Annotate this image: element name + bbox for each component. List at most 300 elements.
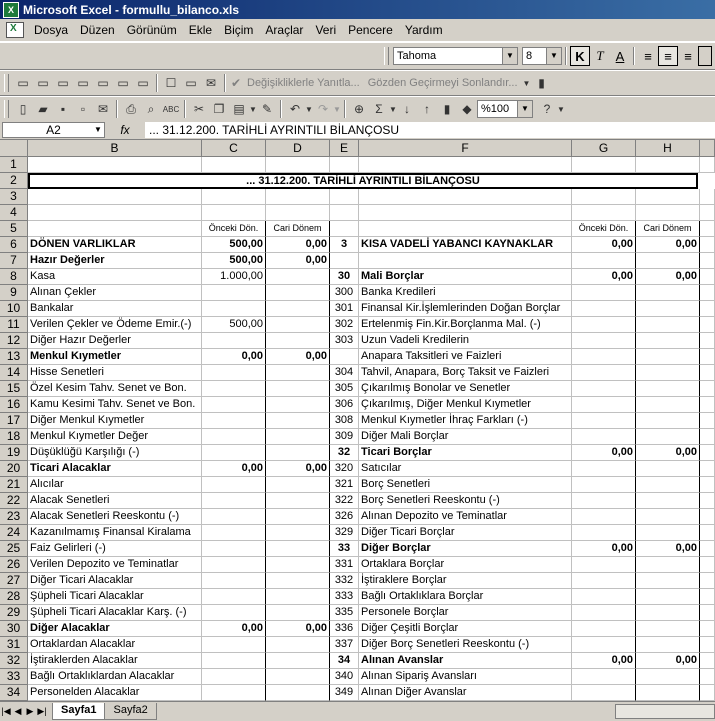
cell-b[interactable]: Ticari Alacaklar xyxy=(28,461,202,477)
cell-h[interactable] xyxy=(636,429,700,445)
row-header[interactable]: 8 xyxy=(0,269,28,285)
font-combo[interactable] xyxy=(393,47,518,65)
cell-i[interactable] xyxy=(700,525,715,541)
zoom-combo[interactable] xyxy=(477,100,533,118)
cell-c[interactable] xyxy=(202,637,266,653)
row-header[interactable]: 26 xyxy=(0,557,28,573)
cell-h[interactable] xyxy=(636,573,700,589)
row-header[interactable]: 25 xyxy=(0,541,28,557)
cell-f[interactable] xyxy=(359,189,572,205)
cell-h[interactable] xyxy=(636,301,700,317)
drawing-icon[interactable]: ◆ xyxy=(462,102,472,116)
cell-h[interactable] xyxy=(636,381,700,397)
new-file-icon[interactable]: ▯ xyxy=(19,102,27,116)
paste-icon[interactable]: ▤ xyxy=(233,102,245,116)
cell-b[interactable]: Şüpheli Ticari Alacaklar xyxy=(28,589,202,605)
cell-d[interactable] xyxy=(266,541,330,557)
cell-g[interactable] xyxy=(572,493,636,509)
cell-f[interactable]: Satıcılar xyxy=(359,461,572,477)
cell-b[interactable]: Kamu Kesimi Tahv. Senet ve Bon. xyxy=(28,397,202,413)
cell-b[interactable]: Düşüklüğü Karşılığı (-) xyxy=(28,445,202,461)
cell-d[interactable]: 0,00 xyxy=(266,253,330,269)
row-header[interactable]: 16 xyxy=(0,397,28,413)
cell-e[interactable]: 336 xyxy=(330,621,359,637)
cell-g[interactable] xyxy=(572,301,636,317)
cell-f[interactable]: Diğer Borç Senetleri Reeskontu (-) xyxy=(359,637,572,653)
row-header[interactable]: 31 xyxy=(0,637,28,653)
cell-b[interactable]: Menkul Kıymetler Değer xyxy=(28,429,202,445)
cell-c[interactable] xyxy=(202,157,266,173)
cell-f[interactable]: Alınan Sipariş Avansları xyxy=(359,669,572,685)
cell-d[interactable] xyxy=(266,189,330,205)
cell-b[interactable]: Diğer Ticari Alacaklar xyxy=(28,573,202,589)
cell-h[interactable] xyxy=(636,589,700,605)
reply-with-changes-button[interactable]: Değişikliklerle Yanıtla... xyxy=(247,77,360,89)
mail-recipient-icon[interactable]: ✉ xyxy=(205,76,217,90)
cell-h[interactable] xyxy=(636,365,700,381)
cell-b[interactable]: Faiz Gelirleri (-) xyxy=(28,541,202,557)
cell-b[interactable]: Verilen Depozito ve Teminatlar xyxy=(28,557,202,573)
cell-e[interactable]: 340 xyxy=(330,669,359,685)
cell-g[interactable] xyxy=(572,477,636,493)
cell-b[interactable]: Şüpheli Ticari Alacaklar Karş. (-) xyxy=(28,605,202,621)
row-header[interactable]: 5 xyxy=(0,221,28,237)
cell-c[interactable] xyxy=(202,477,266,493)
column-header-f[interactable]: F xyxy=(359,140,572,157)
cell-c[interactable] xyxy=(202,381,266,397)
cell-d[interactable]: 0,00 xyxy=(266,237,330,253)
cell-h[interactable] xyxy=(636,205,700,221)
row-header[interactable]: 14 xyxy=(0,365,28,381)
cell-g[interactable] xyxy=(572,189,636,205)
cell-h[interactable] xyxy=(636,461,700,477)
cell-g[interactable] xyxy=(572,637,636,653)
cell-c[interactable] xyxy=(202,557,266,573)
delete-comment-icon[interactable]: ▭ xyxy=(137,76,149,90)
cell-f[interactable]: KISA VADELİ YABANCI KAYNAKLAR xyxy=(359,237,572,253)
bold-icon[interactable]: K xyxy=(570,46,590,66)
cell-f[interactable] xyxy=(359,205,572,221)
cell-i[interactable] xyxy=(700,653,715,669)
chevron-down-icon[interactable]: ▼ xyxy=(546,48,561,64)
cell-i[interactable] xyxy=(700,221,715,237)
cell-h[interactable] xyxy=(636,525,700,541)
cell-e[interactable]: 300 xyxy=(330,285,359,301)
cell-i[interactable] xyxy=(700,301,715,317)
row-header[interactable]: 32 xyxy=(0,653,28,669)
column-header-h[interactable]: H xyxy=(636,140,700,157)
cell-f[interactable]: Diğer Mali Borçlar xyxy=(359,429,572,445)
row-header[interactable]: 2 xyxy=(0,173,28,189)
sheet-tab-sayfa1[interactable]: Sayfa1 xyxy=(52,703,105,720)
show-comment-icon[interactable]: ▭ xyxy=(97,76,109,90)
cell-i[interactable] xyxy=(700,205,715,221)
menu-format[interactable]: Biçim xyxy=(224,23,254,37)
chevron-down-icon[interactable]: ▼ xyxy=(333,104,341,114)
cell-c[interactable]: Önceki Dön. xyxy=(202,221,266,237)
cell-i[interactable] xyxy=(700,605,715,621)
cell-g[interactable] xyxy=(572,349,636,365)
cell-c[interactable] xyxy=(202,429,266,445)
cell-e[interactable]: 321 xyxy=(330,477,359,493)
sort-ascending-icon[interactable]: ↓ xyxy=(404,102,410,116)
cell-i[interactable] xyxy=(700,621,715,637)
toolbar-grip[interactable] xyxy=(384,47,389,65)
cell-f[interactable]: Personele Borçlar xyxy=(359,605,572,621)
cell-d[interactable] xyxy=(266,685,330,701)
menu-window[interactable]: Pencere xyxy=(348,23,393,37)
row-header[interactable]: 6 xyxy=(0,237,28,253)
chevron-down-icon[interactable]: ▼ xyxy=(305,104,313,114)
row-header[interactable]: 4 xyxy=(0,205,28,221)
excel-app-icon[interactable]: X xyxy=(3,2,19,18)
cell-d[interactable] xyxy=(266,157,330,173)
cell-e[interactable]: 331 xyxy=(330,557,359,573)
cell-d[interactable] xyxy=(266,285,330,301)
cell-f[interactable]: Mali Borçlar xyxy=(359,269,572,285)
cell-i[interactable] xyxy=(700,349,715,365)
cell-e[interactable] xyxy=(330,205,359,221)
cell-c[interactable] xyxy=(202,573,266,589)
row-header[interactable]: 15 xyxy=(0,381,28,397)
cell-b[interactable]: Diğer Hazır Değerler xyxy=(28,333,202,349)
cell-b[interactable]: Hisse Senetleri xyxy=(28,365,202,381)
cell-i[interactable] xyxy=(700,237,715,253)
cell-i[interactable] xyxy=(700,397,715,413)
chevron-down-icon[interactable]: ▼ xyxy=(389,104,397,114)
cell-i[interactable] xyxy=(700,253,715,269)
cell-h[interactable]: 0,00 xyxy=(636,269,700,285)
cell-b[interactable]: DÖNEN VARLIKLAR xyxy=(28,237,202,253)
chevron-down-icon[interactable]: ▼ xyxy=(249,104,257,114)
cell-c[interactable] xyxy=(202,653,266,669)
column-header-i[interactable] xyxy=(700,140,715,157)
cell-e[interactable]: 302 xyxy=(330,317,359,333)
cell-d[interactable] xyxy=(266,301,330,317)
row-header[interactable]: 29 xyxy=(0,605,28,621)
cell-h[interactable]: 0,00 xyxy=(636,237,700,253)
cell-c[interactable]: 500,00 xyxy=(202,253,266,269)
cell-f[interactable]: Finansal Kir.İşlemlerinden Doğan Borçlar xyxy=(359,301,572,317)
align-right-icon[interactable]: ≡ xyxy=(684,48,692,64)
toolbar-grip[interactable] xyxy=(4,74,9,92)
italic-icon[interactable]: T xyxy=(596,48,604,63)
cell-e[interactable] xyxy=(330,157,359,173)
underline-icon[interactable]: A xyxy=(615,48,625,64)
cut-icon[interactable]: ✂ xyxy=(193,102,205,116)
cell-d[interactable] xyxy=(266,205,330,221)
cell-h[interactable] xyxy=(636,413,700,429)
cell-e[interactable]: 303 xyxy=(330,333,359,349)
cell-c[interactable]: 500,00 xyxy=(202,237,266,253)
cell-h[interactable] xyxy=(636,669,700,685)
cell-i[interactable] xyxy=(700,461,715,477)
cell-h[interactable] xyxy=(636,189,700,205)
row-header[interactable]: 7 xyxy=(0,253,28,269)
autosum-icon[interactable]: Σ xyxy=(375,102,383,116)
cell-e[interactable]: 329 xyxy=(330,525,359,541)
sort-descending-icon[interactable]: ↑ xyxy=(424,102,430,116)
cell-e[interactable]: 326 xyxy=(330,509,359,525)
print-icon[interactable]: ⎙ xyxy=(126,101,136,116)
email-icon[interactable]: ✉ xyxy=(97,102,109,116)
cell-g[interactable]: 0,00 xyxy=(572,237,636,253)
row-header[interactable]: 21 xyxy=(0,477,28,493)
cell-i[interactable] xyxy=(700,285,715,301)
row-header[interactable]: 30 xyxy=(0,621,28,637)
cell-b[interactable]: Personelden Alacaklar xyxy=(28,685,202,701)
cell-h[interactable] xyxy=(636,253,700,269)
cell-h[interactable] xyxy=(636,637,700,653)
row-header[interactable]: 3 xyxy=(0,189,28,205)
cell-i[interactable] xyxy=(700,557,715,573)
cell-i[interactable] xyxy=(700,429,715,445)
align-left-icon[interactable]: ≡ xyxy=(644,48,652,64)
cell-b[interactable]: Bankalar xyxy=(28,301,202,317)
cell-f[interactable]: Tahvil, Anapara, Borç Taksit ve Faizleri xyxy=(359,365,572,381)
cell-g[interactable] xyxy=(572,413,636,429)
cell-d[interactable] xyxy=(266,365,330,381)
cell-g[interactable]: 0,00 xyxy=(572,541,636,557)
cell-b[interactable]: Alıcılar xyxy=(28,477,202,493)
column-header-c[interactable]: C xyxy=(202,140,266,157)
cell-i[interactable] xyxy=(700,365,715,381)
cell-f[interactable] xyxy=(359,157,572,173)
cell-d[interactable] xyxy=(266,397,330,413)
cell-h[interactable] xyxy=(636,333,700,349)
cell-b[interactable]: İştiraklerden Alacaklar xyxy=(28,653,202,669)
cell-e[interactable]: 332 xyxy=(330,573,359,589)
cell-f[interactable]: Menkul Kıymetler İhraç Farkları (-) xyxy=(359,413,572,429)
cell-e[interactable]: 333 xyxy=(330,589,359,605)
cell-h[interactable] xyxy=(636,157,700,173)
cell-e[interactable]: 308 xyxy=(330,413,359,429)
cell-f[interactable]: Alınan Avanslar xyxy=(359,653,572,669)
cell-e[interactable]: 309 xyxy=(330,429,359,445)
cell-b[interactable] xyxy=(28,189,202,205)
row-header[interactable]: 1 xyxy=(0,157,28,173)
cell-c[interactable] xyxy=(202,685,266,701)
cell-g[interactable] xyxy=(572,429,636,445)
cell-e[interactable]: 32 xyxy=(330,445,359,461)
cell-c[interactable] xyxy=(202,365,266,381)
cell-f[interactable]: Diğer Çeşitli Borçlar xyxy=(359,621,572,637)
cell-d[interactable]: 0,00 xyxy=(266,621,330,637)
cell-f[interactable]: İştiraklere Borçlar xyxy=(359,573,572,589)
cell-e[interactable]: 322 xyxy=(330,493,359,509)
cell-d[interactable]: 0,00 xyxy=(266,349,330,365)
cell-e[interactable] xyxy=(330,189,359,205)
cell-d[interactable] xyxy=(266,669,330,685)
cell-f[interactable]: Uzun Vadeli Kredilerin xyxy=(359,333,572,349)
cell-i[interactable] xyxy=(700,445,715,461)
cell-b[interactable]: Menkul Kıymetler xyxy=(28,349,202,365)
cell-c[interactable] xyxy=(202,205,266,221)
cell-g[interactable] xyxy=(572,365,636,381)
cell-i[interactable] xyxy=(700,317,715,333)
cell-c[interactable] xyxy=(202,509,266,525)
cell-c[interactable] xyxy=(202,525,266,541)
cell-c[interactable] xyxy=(202,413,266,429)
cell-e[interactable]: 30 xyxy=(330,269,359,285)
cell-f[interactable]: Banka Kredileri xyxy=(359,285,572,301)
cell-d[interactable] xyxy=(266,445,330,461)
cell-d[interactable] xyxy=(266,317,330,333)
cell-g[interactable] xyxy=(572,461,636,477)
show-all-comments-icon[interactable]: ▭ xyxy=(117,76,129,90)
cell-f[interactable] xyxy=(359,221,572,237)
cell-d[interactable]: 0,00 xyxy=(266,461,330,477)
cell-e[interactable]: 301 xyxy=(330,301,359,317)
cell-i[interactable] xyxy=(700,509,715,525)
cell-c[interactable] xyxy=(202,605,266,621)
row-header[interactable]: 33 xyxy=(0,669,28,685)
menu-view[interactable]: Görünüm xyxy=(126,23,177,37)
row-header[interactable]: 19 xyxy=(0,445,28,461)
cell-d[interactable] xyxy=(266,653,330,669)
cell-f[interactable] xyxy=(359,253,572,269)
chevron-down-icon[interactable]: ▼ xyxy=(517,101,532,117)
print-preview-icon[interactable]: ⌕ xyxy=(147,101,155,116)
cell-g[interactable] xyxy=(572,381,636,397)
cell-h[interactable] xyxy=(636,349,700,365)
open-folder-icon[interactable]: ▰ xyxy=(38,102,48,116)
cell-c[interactable] xyxy=(202,333,266,349)
cell-h[interactable] xyxy=(636,317,700,333)
cell-i[interactable] xyxy=(700,157,715,173)
cell-h[interactable] xyxy=(636,285,700,301)
cell-c[interactable]: 1.000,00 xyxy=(202,269,266,285)
font-size-combo[interactable] xyxy=(522,47,562,65)
cell-f[interactable]: Alınan Diğer Avanslar xyxy=(359,685,572,701)
cell-g[interactable] xyxy=(572,397,636,413)
cell-i[interactable] xyxy=(700,669,715,685)
cell-h[interactable]: 0,00 xyxy=(636,445,700,461)
cell-b[interactable] xyxy=(28,157,202,173)
formula-input[interactable]: ... 31.12.200. TARİHLİ AYRINTILI BİLANÇOSU xyxy=(145,122,715,138)
row-header[interactable]: 10 xyxy=(0,301,28,317)
cell-h[interactable] xyxy=(636,397,700,413)
cell-b[interactable]: Alacak Senetleri xyxy=(28,493,202,509)
cell-d[interactable] xyxy=(266,333,330,349)
cell-i[interactable] xyxy=(700,541,715,557)
cell-c[interactable] xyxy=(202,589,266,605)
cell-e[interactable]: 349 xyxy=(330,685,359,701)
row-header[interactable]: 18 xyxy=(0,429,28,445)
cell-c[interactable] xyxy=(202,669,266,685)
cell-e[interactable]: 3 xyxy=(330,237,359,253)
cell-d[interactable] xyxy=(266,413,330,429)
cell-e[interactable]: 320 xyxy=(330,461,359,477)
cell-i[interactable] xyxy=(700,333,715,349)
cell-e[interactable]: 34 xyxy=(330,653,359,669)
cell-g[interactable]: 0,00 xyxy=(572,269,636,285)
cell-i[interactable] xyxy=(700,477,715,493)
help-icon[interactable]: ? xyxy=(543,102,551,116)
cell-i[interactable] xyxy=(700,381,715,397)
row-header[interactable]: 24 xyxy=(0,525,28,541)
column-header-d[interactable]: D xyxy=(266,140,330,157)
horizontal-scrollbar[interactable] xyxy=(615,704,715,719)
chevron-down-icon[interactable]: ▼ xyxy=(557,104,565,114)
cell-b[interactable]: Hazır Değerler xyxy=(28,253,202,269)
cell-c[interactable]: 0,00 xyxy=(202,461,266,477)
chevron-down-icon[interactable]: ▼ xyxy=(94,125,102,134)
row-header[interactable]: 28 xyxy=(0,589,28,605)
row-header[interactable]: 20 xyxy=(0,461,28,477)
cell-i[interactable] xyxy=(700,493,715,509)
track-changes-icon[interactable]: ☐ xyxy=(165,76,177,90)
cell-g[interactable] xyxy=(572,157,636,173)
cell-h[interactable] xyxy=(636,621,700,637)
last-sheet-icon[interactable]: ▶| xyxy=(37,706,47,716)
cell-h[interactable] xyxy=(636,557,700,573)
permission-icon[interactable]: ▫ xyxy=(80,102,86,116)
edit-comment-icon[interactable]: ▭ xyxy=(37,76,49,90)
cell-g[interactable] xyxy=(572,317,636,333)
cell-f[interactable]: Ticari Borçlar xyxy=(359,445,572,461)
cell-i[interactable] xyxy=(700,637,715,653)
copy-icon[interactable]: ❐ xyxy=(213,102,225,116)
next-sheet-icon[interactable]: ▶ xyxy=(26,706,34,716)
cell-i[interactable] xyxy=(700,685,715,701)
cell-f[interactable]: Anapara Taksitleri ve Faizleri xyxy=(359,349,572,365)
cell-b[interactable]: Kazanılmamış Finansal Kiralama xyxy=(28,525,202,541)
chart-icon[interactable]: ▮ xyxy=(538,76,545,90)
cell-f[interactable]: Bağlı Ortaklıklara Borçlar xyxy=(359,589,572,605)
insert-function-icon[interactable]: fx xyxy=(120,123,130,137)
cell-e[interactable]: 33 xyxy=(330,541,359,557)
column-header-b[interactable]: B xyxy=(28,140,202,157)
row-header[interactable]: 23 xyxy=(0,509,28,525)
end-review-button[interactable]: Gözden Geçirmeyi Sonlandır... xyxy=(367,77,518,89)
cell-b[interactable]: Diğer Alacaklar xyxy=(28,621,202,637)
cell-f[interactable]: Ertelenmiş Fin.Kir.Borçlanma Mal. (-) xyxy=(359,317,572,333)
cell-h[interactable] xyxy=(636,493,700,509)
cell-g[interactable] xyxy=(572,509,636,525)
row-header[interactable]: 12 xyxy=(0,333,28,349)
format-painter-icon[interactable]: ✎ xyxy=(261,102,273,116)
toolbar-grip[interactable] xyxy=(4,100,9,118)
row-header[interactable]: 13 xyxy=(0,349,28,365)
row-header[interactable]: 17 xyxy=(0,413,28,429)
cell-d[interactable] xyxy=(266,381,330,397)
redo-icon[interactable]: ↷ xyxy=(317,102,329,116)
cell-c[interactable] xyxy=(202,285,266,301)
save-icon[interactable]: ▪ xyxy=(60,102,66,116)
cell-i[interactable] xyxy=(700,589,715,605)
menu-edit[interactable]: Düzen xyxy=(80,23,115,37)
cell-i[interactable] xyxy=(700,189,715,205)
chevron-down-icon[interactable]: ▼ xyxy=(502,48,517,64)
cell-b[interactable]: Ortaklardan Alacaklar xyxy=(28,637,202,653)
cell-c[interactable] xyxy=(202,541,266,557)
sheet-title-cell[interactable]: ... 31.12.200. TARİHLİ AYRINTILI BİLANÇOSU xyxy=(28,173,698,189)
cell-g[interactable] xyxy=(572,285,636,301)
cell-c[interactable]: 500,00 xyxy=(202,317,266,333)
cell-g[interactable] xyxy=(572,253,636,269)
prev-sheet-icon[interactable]: ◀ xyxy=(14,706,22,716)
undo-icon[interactable]: ↶ xyxy=(289,102,301,116)
cell-g[interactable]: 0,00 xyxy=(572,653,636,669)
cell-f[interactable]: Alınan Depozito ve Teminatlar xyxy=(359,509,572,525)
cell-e[interactable]: 304 xyxy=(330,365,359,381)
cell-c[interactable]: 0,00 xyxy=(202,349,266,365)
cell-h[interactable] xyxy=(636,477,700,493)
chart-wizard-icon[interactable]: ▮ xyxy=(443,102,451,116)
cell-d[interactable] xyxy=(266,589,330,605)
cell-f[interactable]: Ortaklara Borçlar xyxy=(359,557,572,573)
